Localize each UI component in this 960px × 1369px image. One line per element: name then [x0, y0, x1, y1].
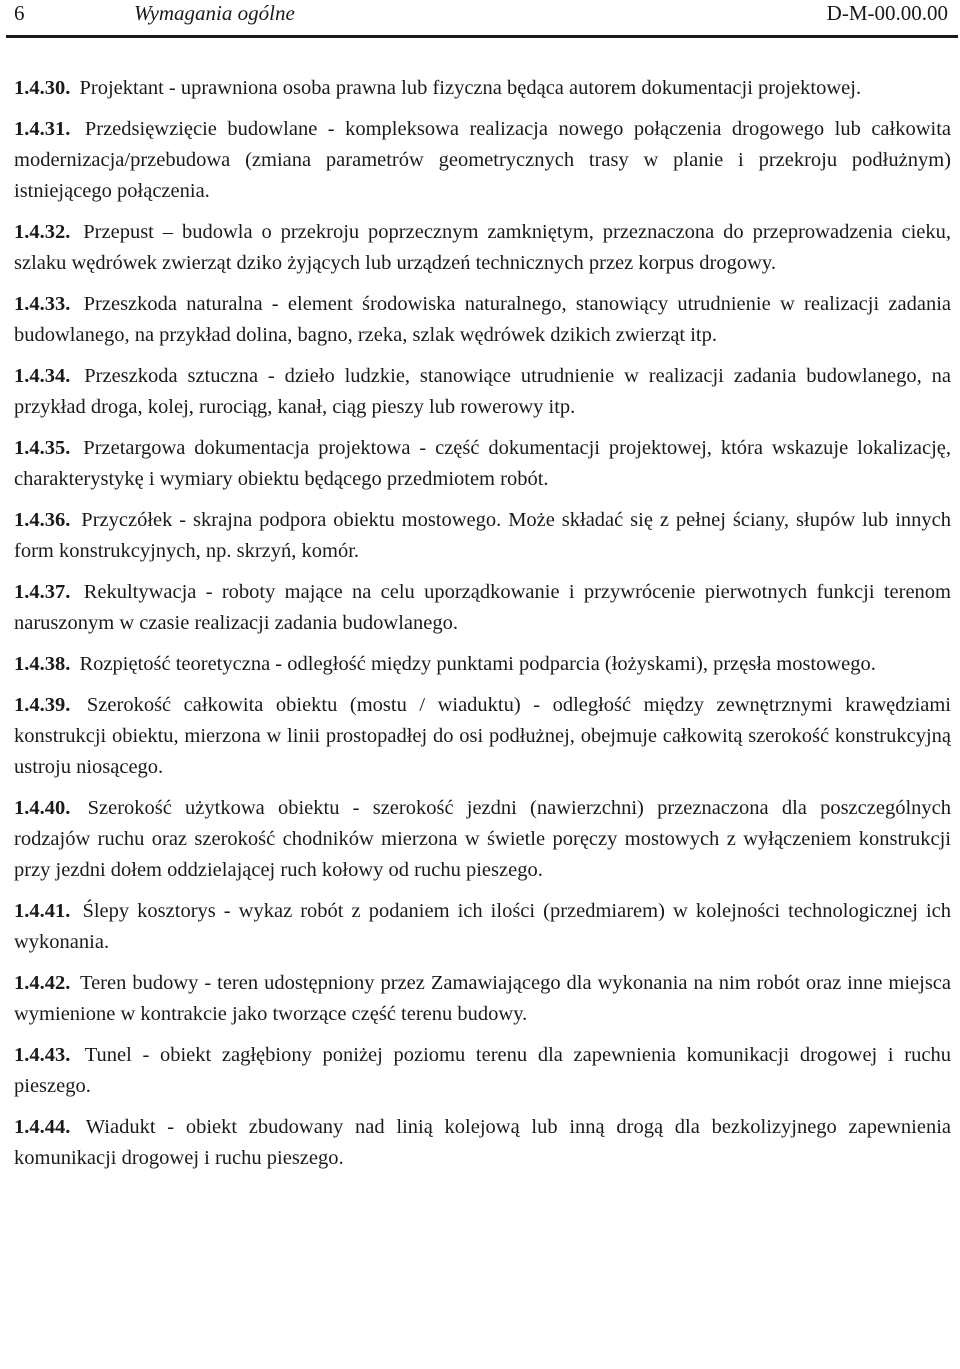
definition-1-4-42 [14, 968, 951, 1030]
definitions-list [14, 73, 951, 1184]
definition-text: Przetargowa dokumentacja projektowa - część dokumentacji projektowej, która wskazuje lokalizację, charakterystykę i wymiary obiektu będącego przedmiotem robót. [14, 437, 951, 490]
definition-number: 1.4.40. [14, 797, 71, 819]
section-title: Wymagania ogólne [134, 1, 295, 25]
definition-1-4-43 [14, 1040, 951, 1102]
definition-number: 1.4.38. [14, 653, 71, 675]
definition-text: Przeszkoda sztuczna - dzieło ludzkie, stanowiące utrudnienie w realizacji zadania budowlanego, na przykład droga, kolej, rurociąg, kanał, ciąg pieszy lub rowerowy itp. [14, 365, 951, 418]
definition-1-4-41 [14, 896, 951, 958]
definition-text: Przeszkoda naturalna - element środowiska naturalnego, stanowiący utrudnienie w realizacji zadania budowlanego, na przykład dolina, bagno, rzeka, szlak wędrówek dzikich zwierząt itp. [14, 293, 952, 346]
definition-number: 1.4.44. [14, 1116, 71, 1138]
definition-1-4-38 [14, 649, 951, 680]
definition-number: 1.4.32. [14, 221, 71, 243]
definition-text: Ślepy kosztorys - wykaz robót z podaniem ich ilości (przedmiarem) w kolejności technologicznej ich wykonania. [14, 900, 952, 953]
definition-1-4-37 [14, 577, 951, 639]
definition-number: 1.4.39. [14, 694, 71, 716]
definition-1-4-40 [14, 793, 951, 886]
definition-1-4-35 [14, 433, 951, 495]
page-header [14, 0, 948, 30]
definition-text: Projektant - uprawniona osoba prawna lub fizyczna będąca autorem dokumentacji projektowej. [79, 77, 862, 99]
definition-text: Przepust – budowla o przekroju poprzecznym zamkniętym, przeznaczona do przeprowadzenia cieku, szlaku wędrówek zwierząt dziko żyjących lub urządzeń technicznych przez korpus drogowy. [14, 221, 951, 274]
definition-text: Przedsięwzięcie budowlane - kompleksowa realizacja nowego połączenia drogowego lub całkowita modernizacja/przebudowa (zmiana parametrów geometrycznych trasy w planie i przekroju podłużnym) istniejącego połączenia. [14, 118, 952, 202]
definition-number: 1.4.31. [14, 118, 71, 140]
definition-number: 1.4.35. [14, 437, 71, 459]
document-code: D-M-00.00.00 [826, 1, 948, 25]
definition-1-4-36 [14, 505, 951, 567]
definition-number: 1.4.43. [14, 1044, 71, 1066]
definition-number: 1.4.41. [14, 900, 71, 922]
definition-text: Szerokość użytkowa obiektu - szerokość jezdni (nawierzchni) przeznaczona dla poszczególnych rodzajów ruchu oraz szerokość chodników mierzona w świetle poręczy mostowych z wyłączeniem konstrukcji przy jezdni dołem oddzielającej ruch kołowy od ruchu pieszego. [14, 797, 951, 881]
definition-text: Wiadukt - obiekt zbudowany nad linią kolejową lub inną drogą dla bezkolizyjnego zapewnienia komunikacji drogowej i ruchu pieszego. [14, 1116, 951, 1169]
definition-number: 1.4.34. [14, 365, 71, 387]
definition-1-4-31 [14, 114, 951, 207]
definition-number: 1.4.36. [14, 509, 71, 531]
definition-number: 1.4.37. [14, 581, 71, 603]
definition-1-4-34 [14, 361, 951, 423]
definition-text: Teren budowy - teren udostępniony przez Zamawiającego dla wykonania na nim robót oraz inne miejsca wymienione w kontrakcie jako tworzące część terenu budowy. [14, 972, 952, 1025]
definition-1-4-39 [14, 690, 951, 783]
definition-number: 1.4.33. [14, 293, 71, 315]
header-divider [6, 35, 958, 38]
definition-text: Przyczółek - skrajna podpora obiektu mostowego. Może składać się z pełnej ściany, słupów lub innych form konstrukcyjnych, np. skrzyń, komór. [14, 509, 951, 562]
definition-text: Rozpiętość teoretyczna - odległość między punktami podparcia (łożyskami), przęsła mostowego. [79, 653, 876, 675]
page-number: 6 [14, 1, 25, 25]
definition-text: Rekultywacja - roboty mające na celu uporządkowanie i przywrócenie pierwotnych funkcji terenom naruszonym w czasie realizacji zadania budowlanego. [14, 581, 952, 634]
definition-number: 1.4.30. [14, 77, 71, 99]
definition-1-4-44 [14, 1112, 951, 1174]
definition-text: Tunel - obiekt zagłębiony poniżej poziomu terenu dla zapewnienia komunikacji drogowej i ruchu pieszego. [14, 1044, 951, 1097]
definition-number: 1.4.42. [14, 972, 71, 994]
definition-1-4-32 [14, 217, 951, 279]
definition-text: Szerokość całkowita obiektu (mostu / wiaduktu) - odległość między zewnętrznymi krawędziami konstrukcji obiektu, mierzona w linii prostopadłej do osi podłużnej, obejmuje całkowitą szerokość konstrukcyjną ustroju niosącego. [14, 694, 952, 778]
definition-1-4-30 [14, 73, 951, 104]
definition-1-4-33 [14, 289, 951, 351]
